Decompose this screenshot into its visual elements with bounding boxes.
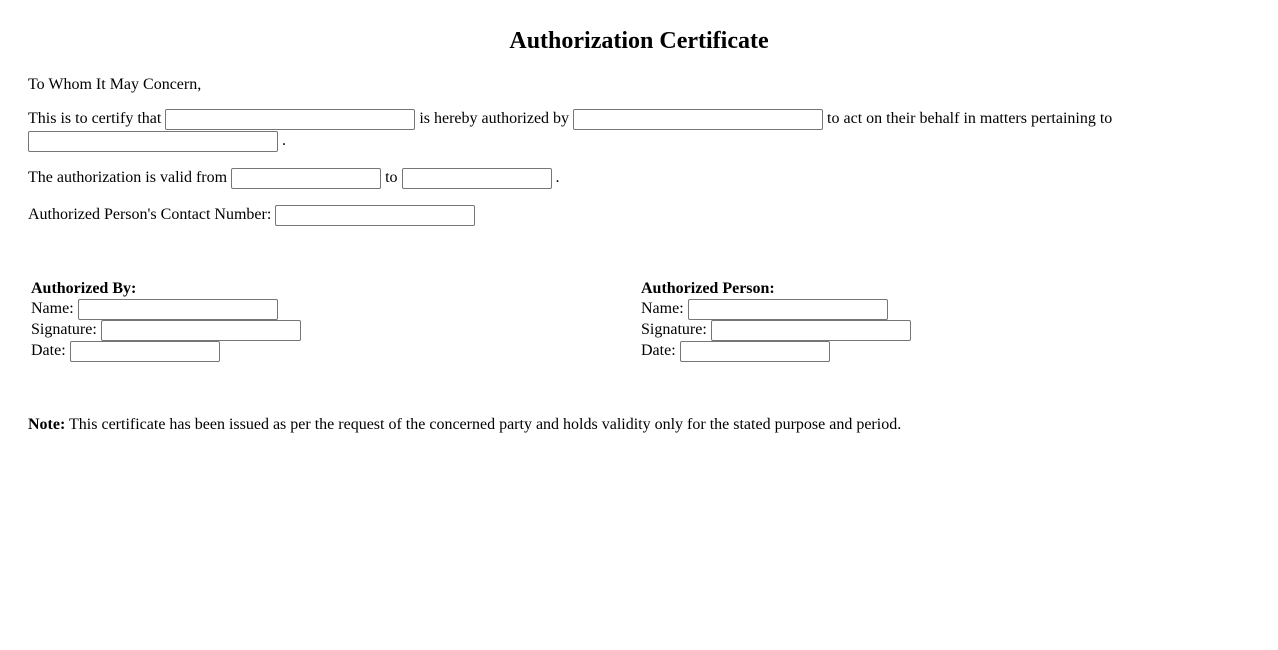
validity-mid-text: to: [385, 169, 398, 186]
authorized-by-signature-input[interactable]: [101, 320, 301, 341]
authorized-by-signature-row: [31, 319, 301, 340]
authorized-person-name-field[interactable]: [688, 299, 888, 320]
authorized-by-signature-label: Signature:: [31, 321, 97, 338]
authorized-person-name-input[interactable]: [165, 109, 415, 130]
authorized-by-heading: Authorized By:: [31, 280, 137, 297]
validity-prefix-text: The authorization is valid from: [28, 169, 228, 186]
authorized-by-name-row: [31, 298, 301, 319]
certify-mid-text: is hereby authorized by: [419, 110, 570, 127]
contact-line: [28, 204, 475, 226]
valid-to-input[interactable]: [402, 168, 552, 189]
certify-line: [28, 108, 1112, 130]
page-title: Authorization Certificate: [509, 28, 769, 54]
authorized-person-signature-label: Signature:: [641, 321, 707, 338]
authorized-by-block: [31, 280, 301, 361]
authorized-person-signature-row: [641, 319, 911, 340]
authorized-by-date-input[interactable]: [70, 341, 220, 362]
authorized-person-block: [641, 280, 911, 361]
certify-suffix-text: to act on their behalf in matters pertaining to: [827, 110, 1113, 127]
authorized-person-date-row: [641, 340, 911, 361]
note: [28, 415, 901, 435]
matters-input[interactable]: [28, 131, 278, 152]
authorized-person-date-input[interactable]: [680, 341, 830, 362]
authorized-by-date-label: Date:: [31, 342, 66, 359]
validity-period: .: [555, 169, 560, 186]
contact-number-input[interactable]: [275, 205, 475, 226]
authorized-by-date-row: [31, 340, 301, 361]
authorized-person-heading: Authorized Person:: [641, 280, 775, 297]
salutation: To Whom It May Concern,: [28, 76, 202, 93]
authorized-person-signature-input[interactable]: [711, 320, 911, 341]
authorized-person-name-row: [641, 298, 911, 319]
note-text: This certificate has been issued as per the request of the concerned party and holds validity only for the stated purpose and period.: [69, 416, 902, 433]
contact-label: Authorized Person's Contact Number:: [28, 206, 272, 223]
matters-period: .: [282, 132, 286, 149]
authorizer-name-input[interactable]: [573, 109, 823, 130]
valid-from-input[interactable]: [231, 168, 381, 189]
authorized-person-name-label: Name:: [641, 300, 684, 317]
certify-prefix-text: This is to certify that: [28, 110, 162, 127]
authorized-by-name-label: Name:: [31, 300, 74, 317]
authorized-by-name-input[interactable]: [78, 299, 278, 320]
authorized-person-date-label: Date:: [641, 342, 676, 359]
matters-line: [28, 130, 286, 152]
note-label: Note:: [28, 416, 66, 433]
validity-line: [28, 167, 560, 189]
